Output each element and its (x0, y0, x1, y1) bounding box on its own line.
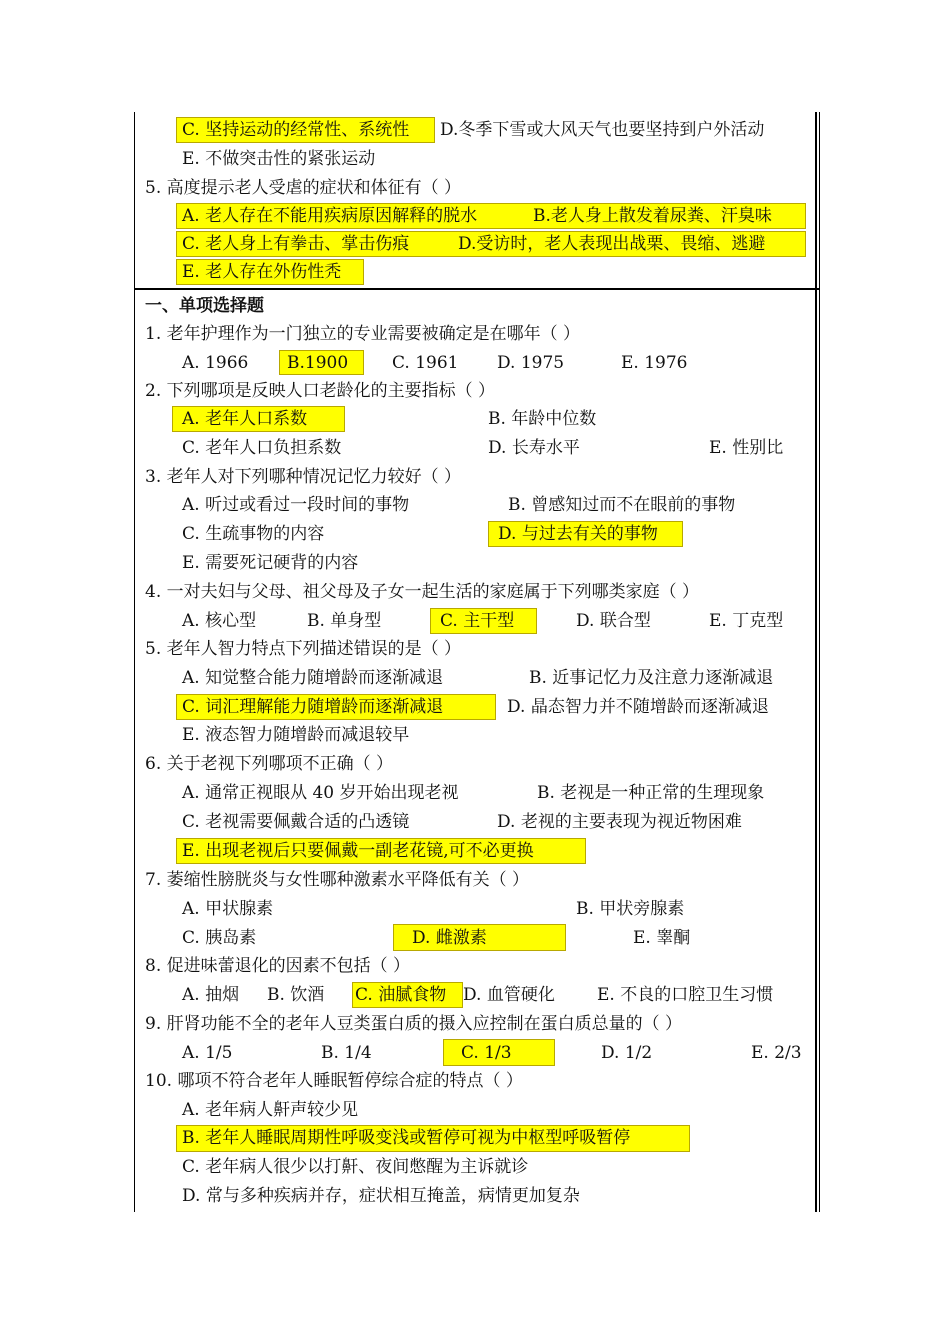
left-border (134, 112, 135, 1212)
option-d: D. 雌激素 (412, 928, 487, 948)
question-stem: 4. 一对夫妇与父母、祖父母及子女一起生活的家庭属于下列哪类家庭（ ） (145, 582, 700, 602)
option-a: A. 老年病人鼾声较少见 (182, 1100, 359, 1120)
option-d: D. 老视的主要表现为视近物困难 (497, 812, 742, 832)
option-a: A. 老年人口系数 (182, 409, 308, 429)
option-d: D.冬季下雪或大风天气也要坚持到户外活动 (440, 120, 765, 140)
section-divider (134, 288, 819, 290)
option-e: E. 不做突击性的紧张运动 (182, 149, 376, 169)
option-e: E. 不良的口腔卫生习惯 (597, 985, 774, 1005)
option-c: C. 1/3 (461, 1043, 512, 1063)
question-stem: 1. 老年护理作为一门独立的专业需要被确定是在哪年（ ） (145, 324, 581, 344)
option-a: A. 抽烟 (182, 985, 240, 1005)
option-d: D.受访时，老人表现出战栗、畏缩、逃避 (458, 234, 766, 254)
option-c: C. 主干型 (440, 611, 515, 631)
option-e: E. 2/3 (751, 1043, 802, 1063)
option-d: D. 1/2 (601, 1043, 653, 1063)
option-d: D. 1975 (497, 353, 565, 373)
right-border-outer (819, 112, 820, 1212)
option-c: C. 老年人口负担系数 (182, 438, 342, 458)
option-d: D. 晶态智力并不随增龄而逐渐减退 (507, 697, 769, 717)
option-a: A. 甲状腺素 (182, 899, 274, 919)
option-a: A. 听过或看过一段时间的事物 (182, 495, 410, 515)
option-b: B. 近事记忆力及注意力逐渐减退 (529, 668, 774, 688)
option-a: A. 1/5 (182, 1043, 233, 1063)
option-c: C. 坚持运动的经常性、系统性 (182, 120, 410, 140)
question-stem: 2. 下列哪项是反映人口老龄化的主要指标（ ） (145, 381, 496, 401)
option-e: E. 出现老视后只要佩戴一副老花镜,可不必更换 (182, 841, 534, 861)
option-b: B. 饮酒 (267, 985, 325, 1005)
question-stem: 5. 高度提示老人受虐的症状和体征有（ ） (145, 178, 462, 198)
option-e: E. 睾酮 (633, 928, 691, 948)
question-stem: 8. 促进味蕾退化的因素不包括（ ） (145, 956, 411, 976)
right-border (815, 112, 817, 1212)
option-e: E. 老人存在外伤性秃 (182, 262, 342, 282)
question-stem: 10. 哪项不符合老年人睡眠暂停综合症的特点（ ） (145, 1071, 523, 1091)
option-b: B. 老视是一种正常的生理现象 (537, 783, 765, 803)
option-d: D. 与过去有关的事物 (498, 524, 658, 544)
option-e: E. 1976 (621, 353, 688, 373)
option-a: A. 知觉整合能力随增龄而逐渐减退 (182, 668, 444, 688)
option-a: A. 核心型 (182, 611, 257, 631)
question-stem: 6. 关于老视下列哪项不正确（ ） (145, 754, 394, 774)
option-b: B. 老年人睡眠周期性呼吸变浅或暂停可视为中枢型呼吸暂停 (182, 1128, 631, 1148)
option-d: D. 常与多种疾病并存，症状相互掩盖，病情更加复杂 (182, 1186, 580, 1206)
option-d: D. 血管硬化 (463, 985, 555, 1005)
option-c: C. 生疏事物的内容 (182, 524, 325, 544)
option-e: E. 丁克型 (709, 611, 784, 631)
option-c: C. 老人身上有拳击、掌击伤痕 (182, 234, 410, 254)
option-b: B. 单身型 (307, 611, 382, 631)
option-c: C. 词汇理解能力随增龄而逐渐减退 (182, 697, 444, 717)
option-b: B. 甲状旁腺素 (576, 899, 685, 919)
option-b: B. 1/4 (321, 1043, 372, 1063)
option-a: A. 老人存在不能用疾病原因解释的脱水 (182, 206, 478, 226)
option-c: C. 老年病人很少以打鼾、夜间憋醒为主诉就诊 (182, 1157, 529, 1177)
option-c: C. 1961 (392, 353, 459, 373)
option-a: A. 1966 (182, 353, 249, 373)
section-title: 一、单项选择题 (145, 296, 264, 316)
option-b: B.老人身上散发着尿粪、汗臭味 (533, 206, 772, 226)
option-a: A. 通常正视眼从 40 岁开始出现老视 (182, 783, 459, 803)
option-e: E. 需要死记硬背的内容 (182, 553, 359, 573)
option-e: E. 性别比 (709, 438, 784, 458)
option-b: B.1900 (287, 353, 349, 373)
option-e: E. 液态智力随增龄而减退较早 (182, 725, 410, 745)
question-stem: 3. 老年人对下列哪种情况记忆力较好（ ） (145, 467, 462, 487)
question-stem: 9. 肝肾功能不全的老年人豆类蛋白质的摄入应控制在蛋白质总量的（ ） (145, 1014, 683, 1034)
question-stem: 7. 萎缩性膀胱炎与女性哪种激素水平降低有关（ ） (145, 870, 530, 890)
option-b: B. 曾感知过而不在眼前的事物 (508, 495, 736, 515)
question-stem: 5. 老年人智力特点下列描述错误的是（ ） (145, 639, 462, 659)
option-b: B. 年龄中位数 (488, 409, 597, 429)
option-c: C. 油腻食物 (355, 985, 447, 1005)
option-d: D. 联合型 (576, 611, 651, 631)
option-d: D. 长寿水平 (488, 438, 580, 458)
option-c: C. 老视需要佩戴合适的凸透镜 (182, 812, 410, 832)
option-c: C. 胰岛素 (182, 928, 257, 948)
